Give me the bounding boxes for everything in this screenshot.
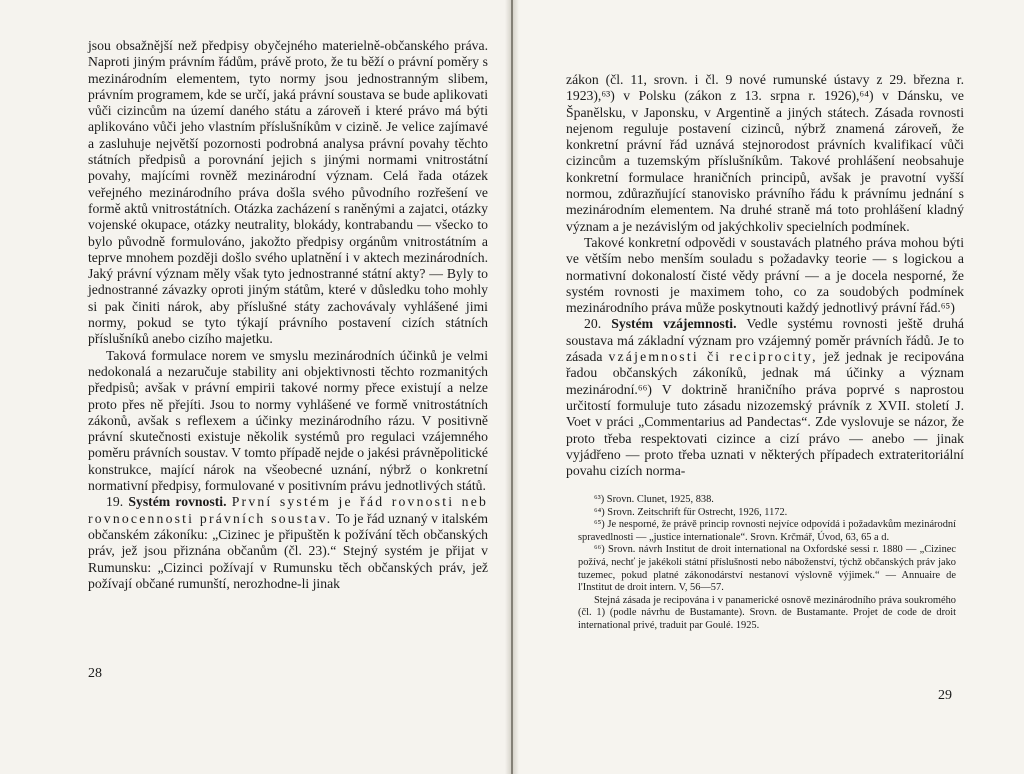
right-paragraph-2: Takové konkretní odpovědi v soustavách platného práva mohou býti ve větším nebo menším souladu s požadavky teorie — s logickou a normativní dokonalostí čisté vědy právní — a je docela nesporné, že systém rovnosti je maximem toho, co za soudobých podmínek mezinárodního práva může poskytnouti každý jednotlivý právní řád.⁶⁵) <box>566 234 964 316</box>
section-19-paragraph <box>88 494 488 592</box>
page-number-right: 29 <box>938 688 952 703</box>
left-paragraph-1: jsou obsažnější než předpisy obyčejného materielně-občanského práva. Naproti jiným právním řádům, právě proto, že tu běží o právní poměry s mezinárodním elementem, tyto normy jsou jednostranným slibem, právním programem, kde se určí, jaká právní soustava se bude aplikovati vůči cizincům na území daného státu a zároveň i které právo má býti aplikováno vůči jeho vlastním příslušníkům v cizině. Je velice zajímavé a zasluhuje největší pozornosti podrobná analysa právní povahy těchto státních předpisů a porovnání jejich s jinými normami vnitrostátní povahy, majícími rovněž mezinárodní význam. Celá řada otázek veřejného mezinárodního práva došla svého původního rozřešení ve formě aktů vnitrostátních. Otázka zacházení s raněnými a zajatci, otázky vojenské okupace, otázky neutrality, blokády, kontrabandu — všecko to bylo původně formulováno, jakožto předpisy orgánům vnitrostátním a teprve mnohem později došlo svého uplatnění i v aktech mezinárodních. Jaký právní význam měly však tyto jednostranné státní akty? — Byly to jednostranné závazky oproti jiným státům, které v důsledku toho mohly si pak činiti nárok, aby příslušné státy zachovávaly vyhlášené jimi normy, pokud se tyto týkají právního postavení cizích státních příslušníků anebo cizího majetku. <box>88 38 488 347</box>
left-page-body <box>88 38 488 592</box>
right-page-body <box>566 72 964 479</box>
footnotes <box>578 494 956 633</box>
left-paragraph-2: Taková formulace norem ve smyslu mezinárodních účinků je velmi nedokonalá a nezaručuje stability ani objektivnosti těchto rozmanitých předpisů; avšak v právní empirii takové normy přece existují a nelze proto přes ně přejíti. Jsou to normy vyhlášené ve formě vnitrostátních zákonů, avšak s reflexem a účinky mezinárodního rázu. V positivně právní skutečnosti existuje několik systémů pro regulaci vzájemného poměru právních soustav. V tomto případě nejde o jakési právněpolitické konstrukce, mající nárok na všeobecné uznání, nýbrž o konkretní normativní předpisy, formulované v positivním právu jednotlivých států. <box>88 347 489 494</box>
section-20-intro: Vedle systému rovnosti ještě druhá soustava má základní význam pro vzájemný poměr právních řádů. Je to zásada <box>566 316 964 365</box>
footnote-65: ⁶⁵) Je nesporné, že právě princip rovnosti nejvíce odpovídá i požadavkům mezinárodní spravedlnosti — „justice internationale“. Srovn. Krčmář, Úvod, 63, 65 a d. <box>578 519 956 543</box>
section-20-spaced-text: vzájemnosti či reciprocity, <box>608 349 818 365</box>
section-20-heading: Systém vzájemnosti. <box>611 316 737 332</box>
section-19-heading: Systém rovnosti. <box>128 494 227 510</box>
footnote-63: ⁶³) Srovn. Clunet, 1925, 838. <box>594 494 714 505</box>
right-paragraph-1: zákon (čl. 11, srovn. i čl. 9 nové rumunské ústavy z 29. března r. 1923),⁶³) v Polsku (zákon z 13. srpna r. 1926),⁶⁴) v Dánsku, ve Španělsku, v Japonsku, v Argentině a jiných státech. Zásada rovnosti nejenom reguluje postavení cizinců, nýbrž znamená zároveň, že konkretní právní řád uznává stejnorodost právních kvalifikací vůči cizincům a tuzemským příslušníkům. Takové prohlášení neobsahuje konkretní formulace hraničních principů, avšak je pravotní vyšší normou, zdůrazňující stanovisko právního řádu k právnímu jednání s mezinárodním elementem. Na druhé straně má toto prohlášení kladný význam a je nezávislým od jakýchkoliv specielních podmínek. <box>566 72 964 234</box>
footnote-66-continued: Stejná zásada je recipována i v panamerické osnově mezinárodního práva soukromého (čl. 1) (podle návrhu de Bustamante). Srovn. de Bustamante. Projet de code de droit international privé, traduit par Goulé. 1925. <box>578 594 956 631</box>
gutter-line <box>511 0 513 774</box>
section-20-number: 20. <box>584 316 602 332</box>
section-19-spaced-text: První systém je řád rovnosti neb rovnocennosti právních soustav. <box>88 494 489 526</box>
footnote-66: ⁶⁶) Srovn. návrh Institut de droit international na Oxfordské sessi r. 1880 — „Cizinec požívá, nechť je jakékoli státní příslušnosti nebo náboženství, týchž občanských práv jako tuzemec, pokud platné zákonodárství nestanoví výslovně výjimek.“ — Annuaire de l'Institut de droit intern. V, 56—57. <box>578 544 956 594</box>
section-19-number: 19. <box>106 494 124 510</box>
section-20-text: jež jednak je recipována řadou občanských zákoníků, jednak má účinky a význam mezinárodní.⁶⁶) V doktrině hraničního práva poprvé s naprostou určitostí formuluje tuto zásadu nizozemský právník z XVII. století J. Voet v práci „Commentarius ad Pandectas“. Zde vyslovuje se názor, že proto třeba respektovati cizince a cizí právo — anebo — jinak vyjádřeno — proto třeba uznati v některých případech extrateritoriální povahu cizích norma- <box>566 349 965 479</box>
page-number-left: 28 <box>88 666 102 681</box>
footnote-64: ⁶⁴) Srovn. Zeitschrift für Ostrecht, 1926, 1172. <box>594 506 788 518</box>
section-20-paragraph <box>566 316 964 479</box>
section-19-text: To je řád uznaný v italském občanském zákoníku: „Cizinec je připuštěn k požívání těch občanských práv, jež jsou přiznána občanům (čl. 23).“ Stejný systém je přijat v Rumunsku: „Cizinci požívají v Rumunsku těch občanských práv, jež požívají občané rumunští, nerozhodne-li jinak <box>88 510 488 591</box>
